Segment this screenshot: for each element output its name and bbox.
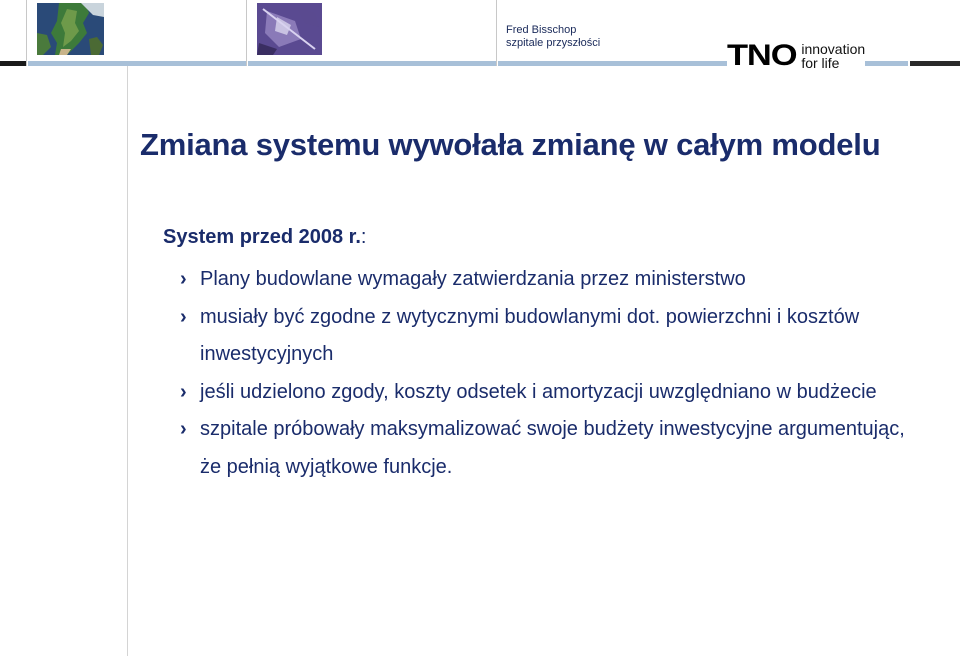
bullet-text: szpitale próbowały maksymalizować swoje budżety inwestycyjne argumentując, że pełnią wyjątkowe funkcje.	[200, 418, 905, 478]
section-heading	[163, 226, 366, 249]
chevron-right-icon: ›	[180, 380, 187, 403]
bullet-list	[180, 261, 920, 486]
author-name: Fred Bisschop	[506, 24, 577, 36]
bullet-text: Plany budowlane wymagały zatwierdzania przez ministerstwo	[200, 268, 746, 290]
logo-tagline	[801, 42, 865, 70]
slide-header	[0, 0, 960, 72]
left-margin-rule	[127, 66, 128, 656]
slide-title: Zmiana systemu wywołała zmianę w całym modelu	[140, 127, 881, 162]
logo-tagline-line2: for life	[801, 55, 840, 71]
header-divider	[26, 0, 27, 66]
chevron-right-icon: ›	[180, 268, 187, 290]
header-stripe	[248, 61, 496, 66]
chevron-right-icon: ›	[180, 305, 187, 328]
author-block	[506, 24, 600, 50]
author-subtitle: szpitale przyszłości	[506, 37, 601, 49]
list-item	[180, 374, 920, 412]
logo-mark: TNO	[727, 39, 797, 72]
bullet-text: jeśli udzielono zgody, koszty odsetek i amortyzacji uwzględniano w budżecie	[200, 380, 877, 403]
header-stripe	[28, 61, 246, 66]
section-heading-text: System przed 2008 r.	[163, 226, 361, 248]
list-item	[180, 261, 920, 299]
map-thumbnail-image	[37, 3, 104, 55]
section-heading-colon: :	[360, 226, 367, 248]
tno-logo	[727, 39, 866, 72]
header-divider	[246, 0, 247, 66]
satellite-thumbnail-image	[257, 3, 322, 55]
logo-tagline-line1: innovation	[801, 41, 866, 57]
list-item	[180, 411, 920, 486]
header-stripe	[910, 61, 960, 66]
bullet-text: musiały być zgodne z wytycznymi budowlanymi dot. powierzchni i kosztów inwestycyjnych	[200, 305, 860, 365]
header-divider	[496, 0, 497, 66]
list-item	[180, 299, 920, 374]
header-stripe	[0, 61, 26, 66]
chevron-right-icon: ›	[180, 418, 187, 440]
